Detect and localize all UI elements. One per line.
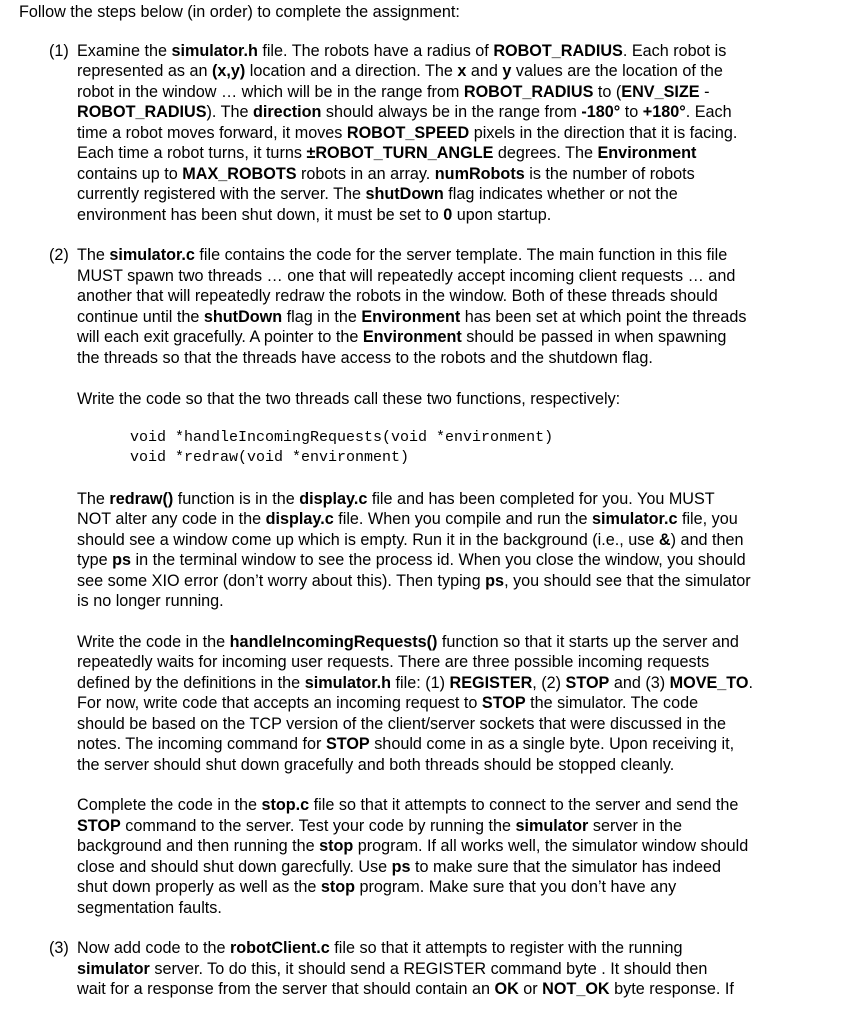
step-2-stop-line-3: background and then running the stop program. If all works well, the simulator window should: [77, 837, 749, 855]
step-3-line-3: wait for a response from the server that should contain an OK or NOT_OK byte response. If: [77, 980, 734, 998]
step-3-line-2: simulator server. To do this, it should send a REGISTER command byte . It should then: [77, 960, 708, 978]
step-2-line-2: MUST spawn two threads … one that will repeatedly accept incoming client requests … and: [77, 267, 736, 285]
step-1-number: (1): [49, 42, 69, 60]
code-handle-incoming-requests: void *handleIncomingRequests(void *environment): [130, 429, 554, 446]
step-2-functions-intro: Write the code so that the two threads call these two functions, respectively:: [77, 390, 621, 408]
step-2-line-5: will each exit gracefully. A pointer to the Environment should be passed in when spawning: [77, 328, 727, 346]
step-2-line-1: The simulator.c file contains the code for the server template. The main function in this file: [77, 246, 728, 264]
step-1-line-5: time a robot moves forward, it moves ROBOT_SPEED pixels in the direction that it is facing.: [77, 124, 738, 142]
step-2-redraw-line-6: is no longer running.: [77, 592, 224, 610]
step-2-redraw-line-5: see some XIO error (don’t worry about this). Then typing ps, you should see that the simulator: [77, 572, 751, 590]
step-2-redraw-line-4: type ps in the terminal window to see the process id. When you close the window, you should: [77, 551, 746, 569]
step-1-line-9: environment has been shut down, it must be set to 0 upon startup.: [77, 206, 552, 224]
step-2-stop-line-4: close and should shut down garecfully. Use ps to make sure that the simulator has indeed: [77, 858, 721, 876]
step-2-number: (2): [49, 246, 69, 264]
step-2-handle-line-6: notes. The incoming command for STOP should come in as a single byte. Upon receiving it,: [77, 735, 735, 753]
step-3-number: (3): [49, 939, 69, 957]
step-2-handle-line-4: For now, write code that accepts an incoming request to STOP the simulator. The code: [77, 694, 699, 712]
step-2-handle-line-2: repeatedly waits for incoming user requests. There are three possible incoming requests: [77, 653, 710, 671]
step-2-stop-line-5: shut down properly as well as the stop program. Make sure that you don’t have any: [77, 878, 677, 896]
step-2-line-4: continue until the shutDown flag in the Environment has been set at which point the threads: [77, 308, 747, 326]
step-2-stop-line-6: segmentation faults.: [77, 899, 222, 917]
step-2-redraw-line-2: NOT alter any code in the display.c file. When you compile and run the simulator.c file, you: [77, 510, 738, 528]
step-1-line-4: ROBOT_RADIUS). The direction should always be in the range from -180° to +180°. Each: [77, 103, 732, 121]
step-1-line-3: robot in the window … which will be in the range from ROBOT_RADIUS to (ENV_SIZE -: [77, 83, 710, 101]
step-2-stop-line-1: Complete the code in the stop.c file so that it attempts to connect to the server and send the: [77, 796, 739, 814]
step-2-handle-line-7: the server should shut down gracefully and both threads should be stopped cleanly.: [77, 756, 675, 774]
step-2-stop-line-2: STOP command to the server. Test your code by running the simulator server in the: [77, 817, 682, 835]
step-1-line-7: contains up to MAX_ROBOTS robots in an array. numRobots is the number of robots: [77, 165, 695, 183]
intro-text: Follow the steps below (in order) to complete the assignment:: [19, 3, 460, 21]
step-2-handle-line-5: should be based on the TCP version of the client/server sockets that were discussed in the: [77, 715, 727, 733]
step-2-handle-line-1: Write the code in the handleIncomingRequests() function so that it starts up the server and: [77, 633, 739, 651]
step-2-handle-line-3: defined by the definitions in the simulator.h file: (1) REGISTER, (2) STOP and (3) MOVE_TO.: [77, 674, 753, 692]
step-1-line-2: represented as an (x,y) location and a direction. The x and y values are the location of the: [77, 62, 723, 80]
step-1-line-1: Examine the simulator.h file. The robots have a radius of ROBOT_RADIUS. Each robot is: [77, 42, 727, 60]
step-2-redraw-line-1: The redraw() function is in the display.c file and has been completed for you. You MUST: [77, 490, 715, 508]
code-redraw: void *redraw(void *environment): [130, 449, 410, 466]
step-3-line-1: Now add code to the robotClient.c file so that it attempts to register with the running: [77, 939, 683, 957]
step-1-line-6: Each time a robot turns, it turns ±ROBOT_TURN_ANGLE degrees. The Environment: [77, 144, 697, 162]
step-2-redraw-line-3: should see a window come up which is empty. Run it in the background (i.e., use &) and then: [77, 531, 744, 549]
step-2-line-3: another that will repeatedly redraw the robots in the window. Both of these threads should: [77, 287, 718, 305]
step-1-line-8: currently registered with the server. The shutDown flag indicates whether or not the: [77, 185, 678, 203]
step-2-line-6: the threads so that the threads have access to the robots and the shutdown flag.: [77, 349, 653, 367]
